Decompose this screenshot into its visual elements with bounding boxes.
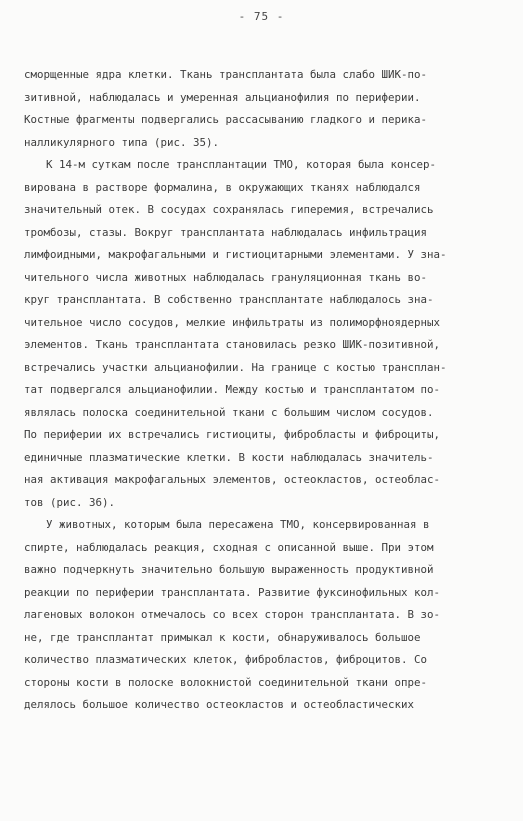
- text-line: являлась полоска соединительной ткани с большим числом сосудов.: [24, 405, 434, 419]
- text-line: лагеновых волокон отмечалось со всех сторон трансплантата. В зо-: [24, 608, 441, 621]
- text-line: встречались участки альцианофилии. На границе с костью трансплан-: [24, 360, 447, 374]
- text-line: количество плазматических клеток, фибробластов, фиброцитов. Со: [24, 653, 428, 666]
- text-line: спирте, наблюдалась реакция, сходная с описанной выше. При этом: [24, 540, 434, 554]
- text-line: вирована в растворе формалина, в окружающих тканях наблюдался: [24, 180, 421, 194]
- text-line: К 14-м суткам после трансплантации ТМО, которая была консер-: [46, 158, 437, 171]
- text-line: У животных, которым была пересажена ТМО, консервированная в: [46, 518, 430, 531]
- text-line: сморщенные ядра клетки. Ткань трансплантата была слабо ШИК-по-: [24, 68, 428, 81]
- text-line: ная активация макрофагальных элементов, остеокластов, остеоблас-: [24, 473, 441, 486]
- text-line: элементов. Ткань трансплантата становилась резко ШИК-позитивной,: [24, 338, 441, 351]
- text-line: чительное число сосудов, мелкие инфильтраты из полиморфноядерных: [24, 315, 441, 329]
- text-line: тов (рис. 36).: [24, 495, 116, 509]
- text-line: Костные фрагменты подвергались рассасыванию гладкого и перика-: [24, 113, 428, 126]
- body-text: [24, 64, 504, 717]
- text-line: реакции по периферии трансплантата. Развитие фуксинофильных кол-: [24, 585, 441, 599]
- page-number: - 75 -: [238, 10, 285, 23]
- text-line: значительный отек. В сосудах сохранялась гиперемия, встречались: [24, 203, 434, 216]
- text-line: чительного числа животных наблюдалась грануляционная ткань во-: [24, 270, 428, 284]
- text-line: тромбозы, стазы. Вокруг трансплантата наблюдалась инфильтрация: [24, 225, 428, 239]
- text-line: не, где трансплантат примыкал к кости, обнаруживалось большое: [24, 630, 421, 644]
- text-line: делялось большое количество остеокластов и остеобластических: [24, 698, 415, 711]
- text-line: тат подвергался альцианофилии. Между костью и трансплантатом по-: [24, 383, 441, 396]
- text-line: важно подчеркнуть значительно большую выраженность продуктивной: [24, 563, 434, 576]
- text-line: налликулярного типа (рис. 35).: [24, 135, 220, 149]
- text-line: лимфоидными, макрофагальными и гистиоцитарными элементами. У зна-: [24, 248, 447, 261]
- text-line: зитивной, наблюдалась и умеренная альцианофилия по периферии.: [24, 90, 421, 104]
- text-line: стороны кости в полоске волокнистой соединительной ткани опре-: [24, 675, 428, 689]
- text-line: круг трансплантата. В собственно трансплантате наблюдалось зна-: [24, 293, 434, 306]
- text-line: По периферии их встречались гистиоциты, фибробласты и фиброциты,: [24, 428, 441, 441]
- text-line: единичные плазматические клетки. В кости наблюдалась значитель-: [24, 450, 434, 464]
